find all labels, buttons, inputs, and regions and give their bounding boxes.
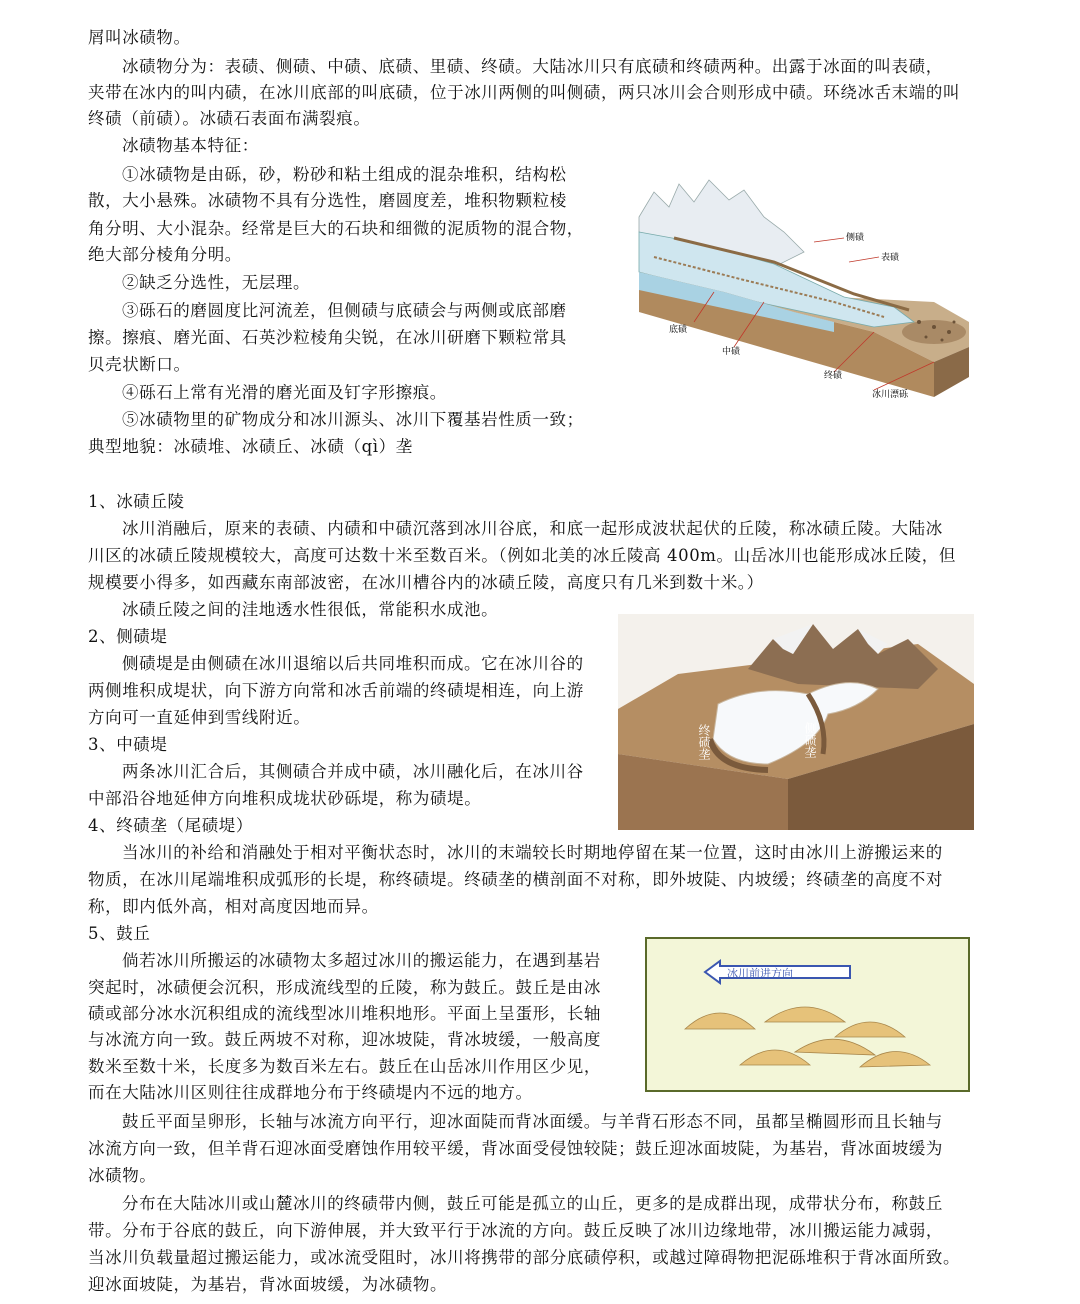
label-lateral: 侧碛 xyxy=(846,233,865,243)
text-line: 倘若冰川所搬运的冰碛物太多超过冰川的搬运能力，在遇到基岩 xyxy=(122,951,601,970)
text-line: ②缺乏分选性，无层理。 xyxy=(122,273,311,292)
text-line: ⑤冰碛物里的矿物成分和冰川源头、冰川下覆基岩性质一致； xyxy=(122,410,584,429)
text-line: 夹带在冰内的叫内碛，在冰川底部的叫底碛，位于冰川两侧的叫侧碛，两只冰川会合则形成中碛。环绕冰舌末端的叫 xyxy=(88,83,961,102)
text-line: 规模要小得多，如西藏东南部波密，在冰川槽谷内的冰碛丘陵，高度只有几米到数十米。） xyxy=(88,573,764,592)
text-line: 与冰流方向一致。鼓丘两坡不对称，迎冰坡陡，背冰坡缓，一般高度 xyxy=(88,1030,601,1049)
text-line: 贝壳状断口。 xyxy=(88,355,191,374)
text-line: 侧碛堤是由侧碛在冰川退缩以后共同堆积而成。它在冰川谷的 xyxy=(122,654,584,673)
text-line: 冰流方向一致，但羊背石迎冰面受磨蚀作用较平缓，背冰面受侵蚀较陡；鼓丘迎冰面坡陡，为基岩，背冰面坡缓为 xyxy=(88,1139,943,1158)
label-medial: 中碛 xyxy=(722,347,741,357)
label-ground: 底碛 xyxy=(669,325,688,335)
glacier-moraine-diagram xyxy=(634,172,982,404)
text-line: 数米至数十米，长度多为数百米左右。鼓丘在山岳冰川作用区少见， xyxy=(88,1057,601,1076)
text-line: 两侧堆积成堤状，向下游方向常和冰舌前端的终碛堤相连，向上游 xyxy=(88,681,584,700)
text-line: 突起时，冰碛便会沉积，形成流线型的丘陵，称为鼓丘。鼓丘是由冰 xyxy=(88,978,601,997)
terminal-moraine xyxy=(902,320,966,344)
text-line: 当冰川的补给和消融处于相对平衡状态时，冰川的末端较长时期地停留在某一位置，这时由冰川上游搬运来的 xyxy=(122,843,943,862)
text-line: 冰碛物。 xyxy=(88,1166,157,1185)
label-terminal: 终碛 xyxy=(824,371,843,381)
text-line: 碛或部分冰水沉积组成的流线型冰川堆积地形。平面上呈蛋形，长轴 xyxy=(88,1004,601,1023)
text-line: 中部沿谷地延伸方向堆积成垅状砂砾堤，称为碛堤。 xyxy=(88,789,482,808)
arrow-label: 冰川前进方向 xyxy=(727,967,793,980)
moraine-ridge-diagram xyxy=(618,614,974,830)
text-line: 当冰川负载量超过搬运能力，或冰流受阻时，冰川将携带的部分底碛停积，或越过障碍物把泥砾堆积于背冰面所致。 xyxy=(88,1248,961,1267)
text-line: 带。分布于谷底的鼓丘，向下游伸展，并大致平行于冰流的方向。鼓丘反映了冰川边缘地带，冰川搬运能力减弱， xyxy=(88,1221,943,1240)
text-line: 物质，在冰川尾端堆积成弧形的长堤，称终碛堤。终碛垄的横剖面不对称，即外坡陡、内坡缓；终碛垄的高度不对 xyxy=(88,870,943,889)
section-heading: 3、中碛堤 xyxy=(88,735,168,754)
text-line: 典型地貌：冰碛堆、冰碛丘、冰碛（qì）垄 xyxy=(88,437,413,456)
text-line: 鼓丘平面呈卵形，长轴与冰流方向平行，迎冰面陡而背冰面缓。与羊背石形态不同，虽都呈椭圆形而且长轴与 xyxy=(122,1112,943,1131)
text-line: 擦。擦痕、磨光面、石英沙粒棱角尖锐，在冰川研磨下颗粒常具 xyxy=(88,328,567,347)
section-heading: 1、冰碛丘陵 xyxy=(88,492,185,511)
section-heading: 2、侧碛堤 xyxy=(88,627,168,646)
text-line: 绝大部分棱角分明。 xyxy=(88,245,242,264)
section-heading: 4、终碛垄（尾碛堤） xyxy=(88,816,253,835)
text-line: 角分明、大小混杂。经常是巨大的石块和细微的泥质物的混合物， xyxy=(88,219,584,238)
text-line: ①冰碛物是由砾，砂，粉砂和粘土组成的混杂堆积，结构松 xyxy=(122,165,567,184)
label-lateral-ridge: 侧碛垄 xyxy=(803,722,817,758)
label-terminal-ridge: 终碛垄 xyxy=(697,724,711,760)
text-line: 称，即内低外高，相对高度因地而异。 xyxy=(88,897,379,916)
text-line: ③砾石的磨圆度比河流差，但侧碛与底碛会与两侧或底部磨 xyxy=(122,301,567,320)
label-erratic: 冰川漂砾 xyxy=(872,390,909,400)
text-line: 分布在大陆冰川或山麓冰川的终碛带内侧，鼓丘可能是孤立的山丘，更多的是成群出现，成带状分布，称鼓丘 xyxy=(122,1194,943,1213)
text-line: ④砾石上常有光滑的磨光面及钉字形擦痕。 xyxy=(122,383,447,402)
text-line: 屑叫冰碛物。 xyxy=(88,28,191,47)
text-line: 冰川消融后，原来的表碛、内碛和中碛沉落到冰川谷底，和底一起形成波状起伏的丘陵，称冰碛丘陵。大陆冰 xyxy=(122,519,943,538)
text-line: 冰碛物分为：表碛、侧碛、中碛、底碛、里碛、终碛。大陆冰川只有底碛和终碛两种。出露于冰面的叫表碛， xyxy=(122,57,943,76)
label-surface: 表碛 xyxy=(881,253,900,263)
text-line: 而在大陆冰川区则往往成群地分布于终碛堤内不远的地方。 xyxy=(88,1083,533,1102)
text-line: 终碛（前碛）。冰碛石表面布满裂痕。 xyxy=(88,109,371,128)
drumlin-diagram xyxy=(645,937,970,1092)
text-line: 冰碛丘陵之间的洼地透水性很低，常能积水成池。 xyxy=(122,600,499,619)
text-line: 冰碛物基本特征： xyxy=(122,136,259,155)
text-line: 川区的冰碛丘陵规模较大，高度可达数十米至数百米。（例如北美的冰丘陵高 400m。山岳冰川也能形成冰丘陵，但 xyxy=(88,546,956,565)
text-line: 迎冰面坡陡，为基岩，背冰面坡缓，为冰碛物。 xyxy=(88,1275,448,1294)
section-heading: 5、鼓丘 xyxy=(88,924,151,943)
text-line: 两条冰川汇合后，其侧碛合并成中碛，冰川融化后，在冰川谷 xyxy=(122,762,584,781)
text-line: 散，大小悬殊。冰碛物不具有分选性，磨圆度差，堆积物颗粒棱 xyxy=(88,191,567,210)
text-line: 方向可一直延伸到雪线附近。 xyxy=(88,708,311,727)
